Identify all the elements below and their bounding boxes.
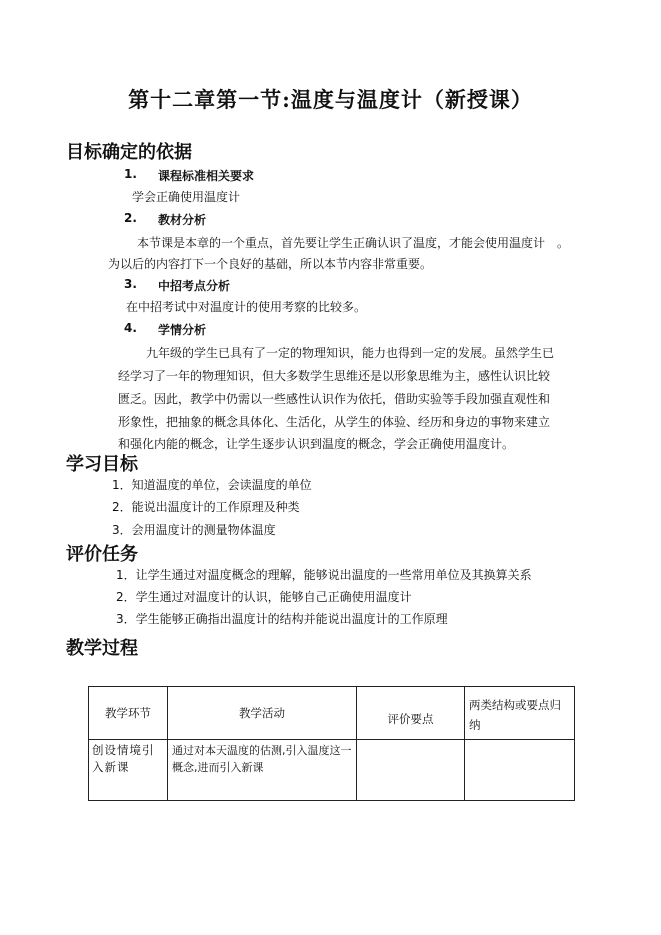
page-title: 第十二章第一节:温度与温度计（新授课） bbox=[128, 87, 533, 112]
section-heading-basis: 目标确定的依据 bbox=[66, 142, 192, 163]
list-item: 1．让学生通过对温度概念的理解，能够说出温度的一些常用单位及其换算关系 bbox=[116, 568, 532, 582]
paragraph-line: 为以后的内容打下一个良好的基础，所以本节内容非常重要。 bbox=[108, 257, 433, 271]
table-header-label: 教学环节 bbox=[105, 706, 151, 720]
section-heading-tasks: 评价任务 bbox=[66, 544, 138, 565]
table-header-cell bbox=[89, 687, 168, 740]
subsection-title: 中招考点分析 bbox=[158, 279, 231, 293]
paragraph-line: 匮乏。因此，教学中仍需以一些感性认识作为依托，借助实验等手段加强直观性和 bbox=[118, 392, 551, 406]
table-header-label: 教学活动 bbox=[239, 706, 285, 720]
paragraph-line: 学会正确使用温度计 bbox=[132, 190, 241, 204]
subsection-title: 课程标准相关要求 bbox=[158, 169, 255, 183]
table-row bbox=[89, 740, 575, 801]
subsection-title: 教材分析 bbox=[158, 213, 207, 227]
table-cell bbox=[357, 740, 465, 801]
teaching-process-table bbox=[88, 686, 575, 801]
paragraph-line: 经学习了一年的物理知识，但大多数学生思维还是以形象思维为主，感性认识比较 bbox=[118, 369, 551, 383]
item-number: 1. bbox=[124, 167, 137, 181]
list-item: 1．知道温度的单位，会读温度的单位 bbox=[112, 478, 312, 492]
table-header-label: 两类结构或要点归纳 bbox=[469, 698, 561, 732]
table-header-cell bbox=[168, 687, 357, 740]
list-item: 2．学生通过对温度计的认识，能够自己正确使用温度计 bbox=[116, 590, 412, 604]
table-cell bbox=[168, 740, 357, 801]
section-heading-goals: 学习目标 bbox=[66, 454, 138, 475]
table-cell bbox=[465, 740, 575, 801]
table-header-row bbox=[89, 687, 575, 740]
table-cell-text: 通过对本天温度的估测,引入温度这一概念,进而引入新课 bbox=[172, 744, 352, 774]
paragraph-line: 和强化内能的概念，让学生逐步认识到温度的概念，学会正确使用温度计。 bbox=[118, 437, 515, 451]
list-item: 2．能说出温度计的工作原理及种类 bbox=[112, 500, 300, 514]
subsection-title: 学情分析 bbox=[158, 323, 207, 337]
list-item: 3．会用温度计的测量物体温度 bbox=[112, 523, 276, 537]
section-heading-process: 教学过程 bbox=[66, 638, 138, 659]
table-cell-text: 创设情境引入新课 bbox=[92, 743, 155, 774]
table-header-label: 评价要点 bbox=[387, 712, 434, 726]
paragraph-line: 本节课是本章的一个重点，首先要让学生正确认识了温度，才能会使用温度计 。 bbox=[137, 236, 570, 250]
item-number: 2. bbox=[124, 211, 137, 225]
table-cell bbox=[89, 740, 168, 801]
table-header-cell bbox=[357, 687, 465, 740]
paragraph-line: 九年级的学生已具有了一定的物理知识，能力也得到一定的发展。虽然学生已 bbox=[146, 346, 555, 360]
paragraph-line: 在中招考试中对温度计的使用考察的比较多。 bbox=[126, 300, 367, 314]
item-number: 4. bbox=[124, 321, 137, 335]
item-number: 3. bbox=[124, 277, 137, 291]
paragraph-line: 形象性，把抽象的概念具体化、生活化，从学生的体验、经历和身边的事物来建立 bbox=[118, 415, 551, 429]
list-item: 3．学生能够正确指出温度计的结构并能说出温度计的工作原理 bbox=[116, 612, 448, 626]
table-header-cell bbox=[465, 687, 575, 740]
